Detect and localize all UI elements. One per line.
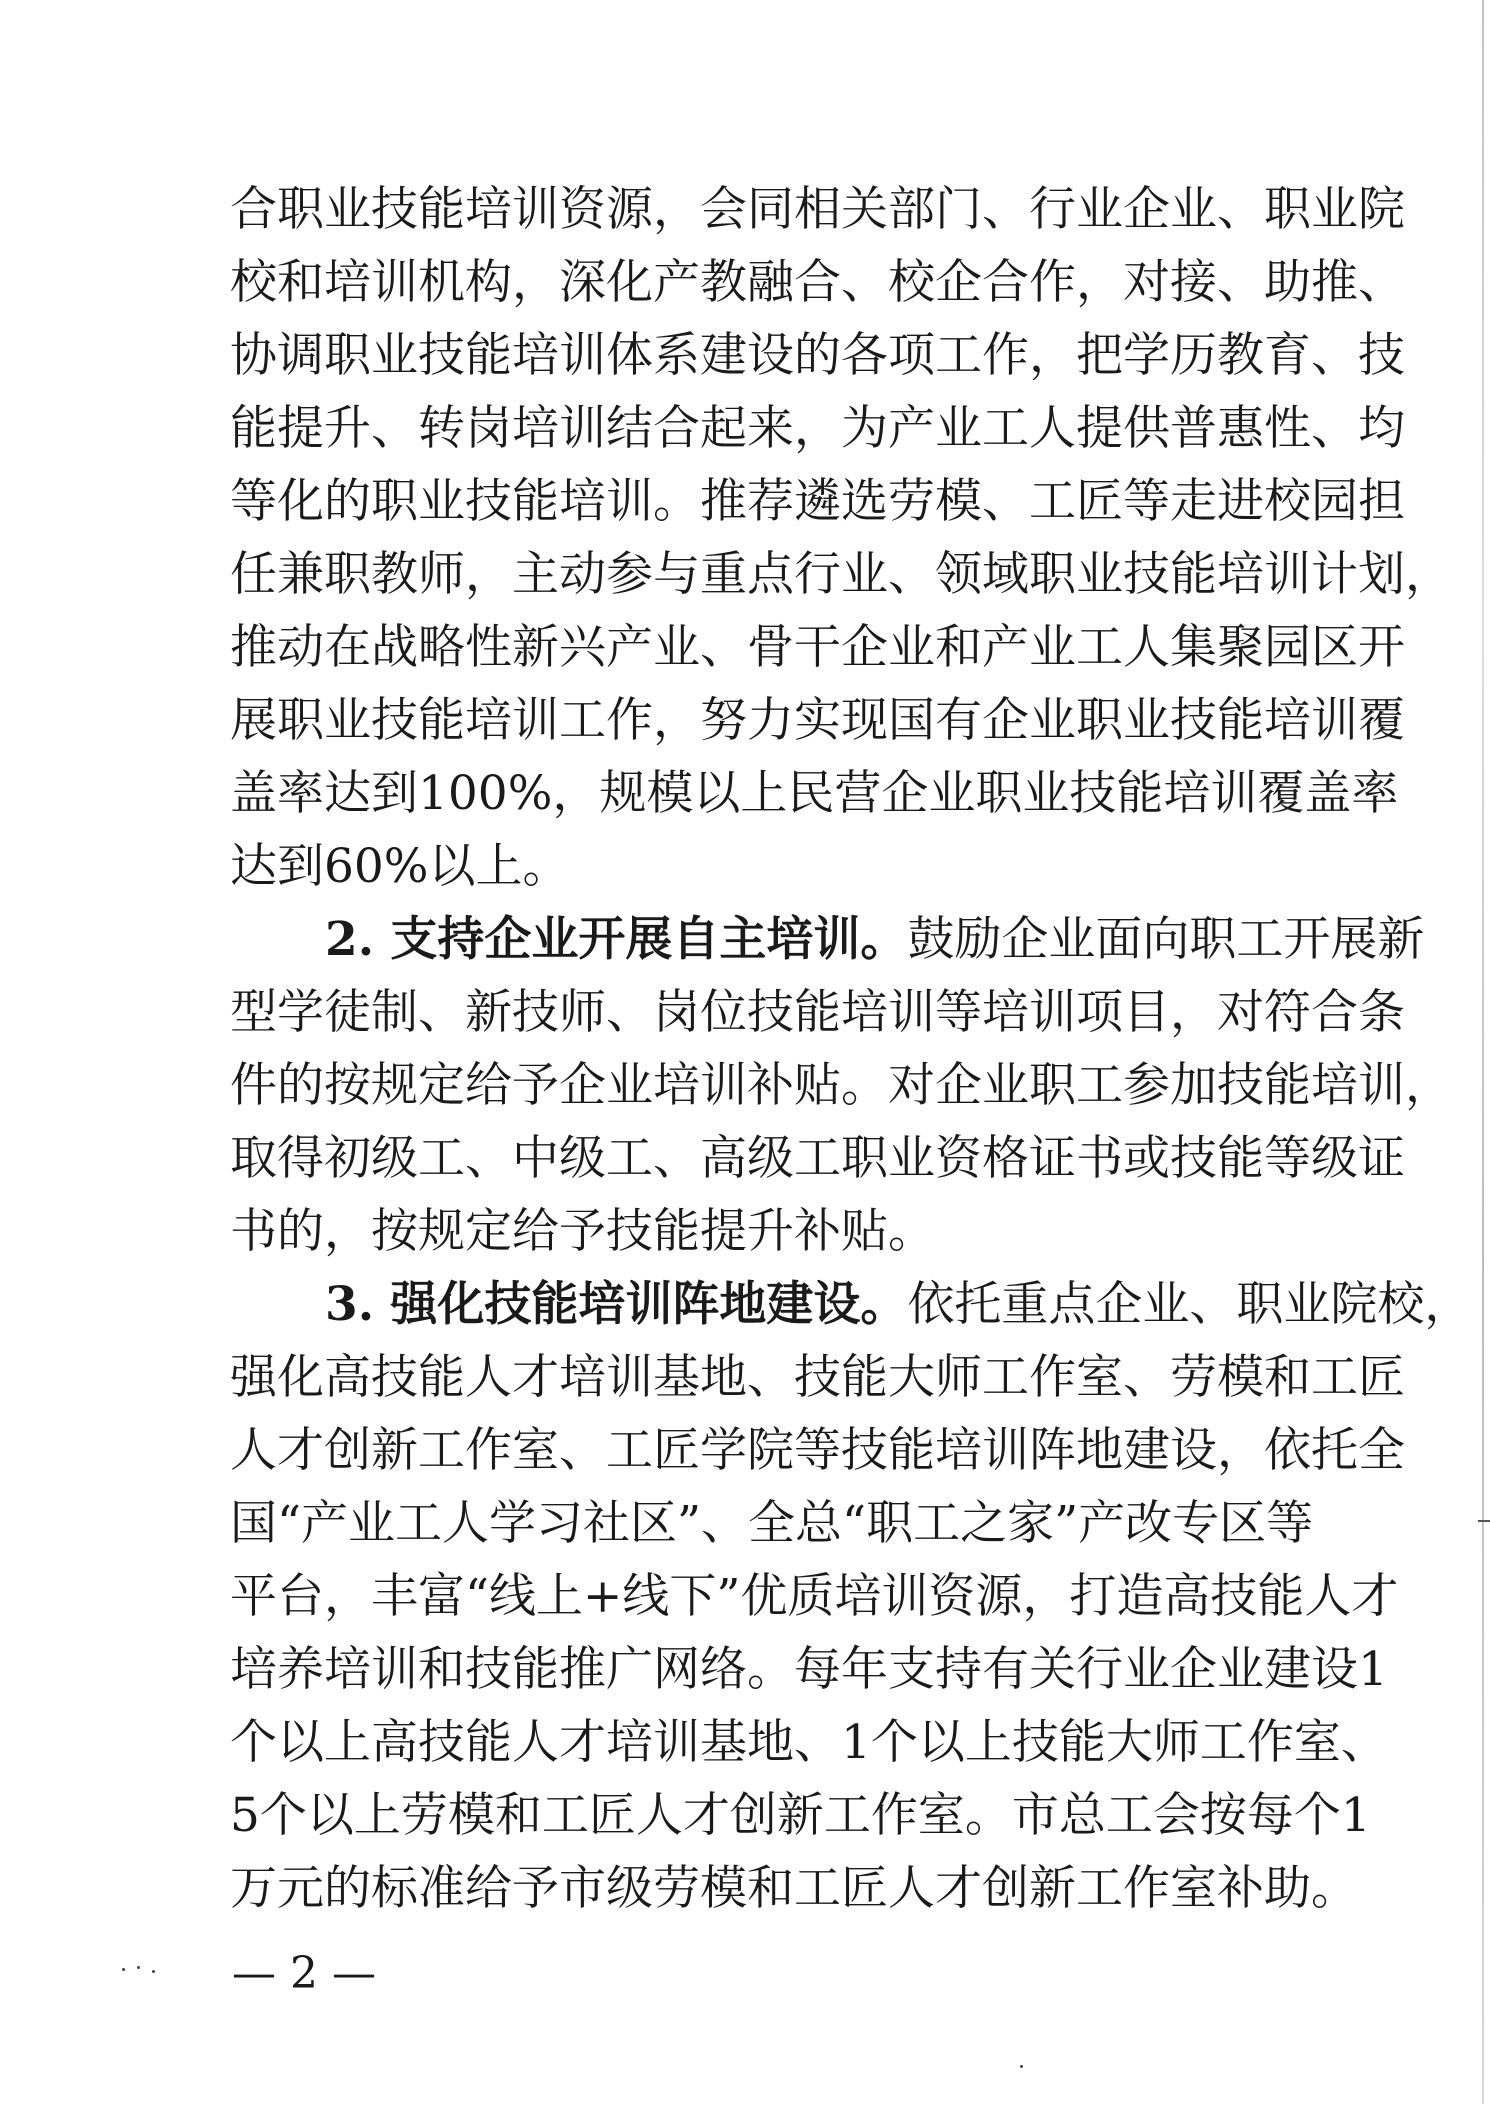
- text-line: 5个以上劳模和工匠人才创新工作室。市总工会按每个1: [230, 1788, 1371, 1843]
- text-line: 盖率达到100%，规模以上民营企业职业技能培训覆盖率: [230, 766, 1399, 821]
- text-line: 推动在战略性新兴产业、骨干企业和产业工人集聚园区开: [230, 620, 1405, 675]
- section-3-heading: 3. 强化技能培训阵地建设。: [325, 1277, 908, 1332]
- scan-speck: [152, 1970, 155, 1973]
- scan-edge-line: [1482, 0, 1484, 2104]
- text-line: 件的按规定给予企业培训补贴。对企业职工参加技能培训，: [230, 1058, 1452, 1113]
- text-line: 合职业技能培训资源，会同相关部门、行业企业、职业院: [230, 182, 1405, 237]
- section-2-first-line-text: 鼓励企业面向职工开展新: [907, 912, 1425, 967]
- text-line: 等化的职业技能培训。推荐遴选劳模、工匠等走进校园担: [230, 474, 1405, 529]
- text-line: 协调职业技能培训体系建设的各项工作，把学历教育、技: [230, 328, 1405, 383]
- text-line: 强化高技能人才培训基地、技能大师工作室、劳模和工匠: [230, 1350, 1405, 1405]
- text-line: 万元的标准给予市级劳模和工匠人才创新工作室补助。: [230, 1861, 1358, 1916]
- text-line: 人才创新工作室、工匠学院等技能培训阵地建设，依托全: [230, 1423, 1405, 1478]
- text-line: 书的，按规定给予技能提升补贴。: [230, 1204, 935, 1259]
- text-line: 个以上高技能人才培训基地、1个以上技能大师工作室、: [230, 1715, 1388, 1770]
- section-3-first-line-text: 依托重点企业、职业院校，: [907, 1277, 1472, 1332]
- text-line: 型学徒制、新技师、岗位技能培训等培训项目，对符合条: [230, 985, 1405, 1040]
- page-number: — 2 —: [232, 1948, 376, 1999]
- scan-speck: [122, 1968, 125, 1971]
- text-line: 平台，丰富“线上+线下”优质培训资源，打造高技能人才: [230, 1569, 1399, 1624]
- text-line: 校和培训机构，深化产教融合、校企合作，对接、助推、: [230, 255, 1405, 310]
- text-line: 任兼职教师，主动参与重点行业、领域职业技能培训计划，: [230, 547, 1452, 602]
- text-line: 达到60%以上。: [230, 839, 570, 894]
- section-2-heading: 2. 支持企业开展自主培训。: [325, 912, 908, 967]
- text-line: 培养培训和技能推广网络。每年支持有关行业企业建设1: [230, 1642, 1388, 1697]
- scan-speck: [1020, 2065, 1023, 2068]
- scan-speck: [137, 1966, 140, 1969]
- text-line: 能提升、转岗培训结合起来，为产业工人提供普惠性、均: [230, 401, 1405, 456]
- section-3-first-line: [325, 1275, 1472, 1335]
- section-2-first-line: [325, 910, 1425, 970]
- scan-edge-mark: [1478, 1520, 1490, 1522]
- text-line: 取得初级工、中级工、高级工职业资格证书或技能等级证: [230, 1131, 1405, 1186]
- text-line: 国“产业工人学习社区”、全总“职工之家”产改专区等: [230, 1496, 1314, 1551]
- text-line: 展职业技能培训工作，努力实现国有企业职业技能培训覆: [230, 693, 1405, 748]
